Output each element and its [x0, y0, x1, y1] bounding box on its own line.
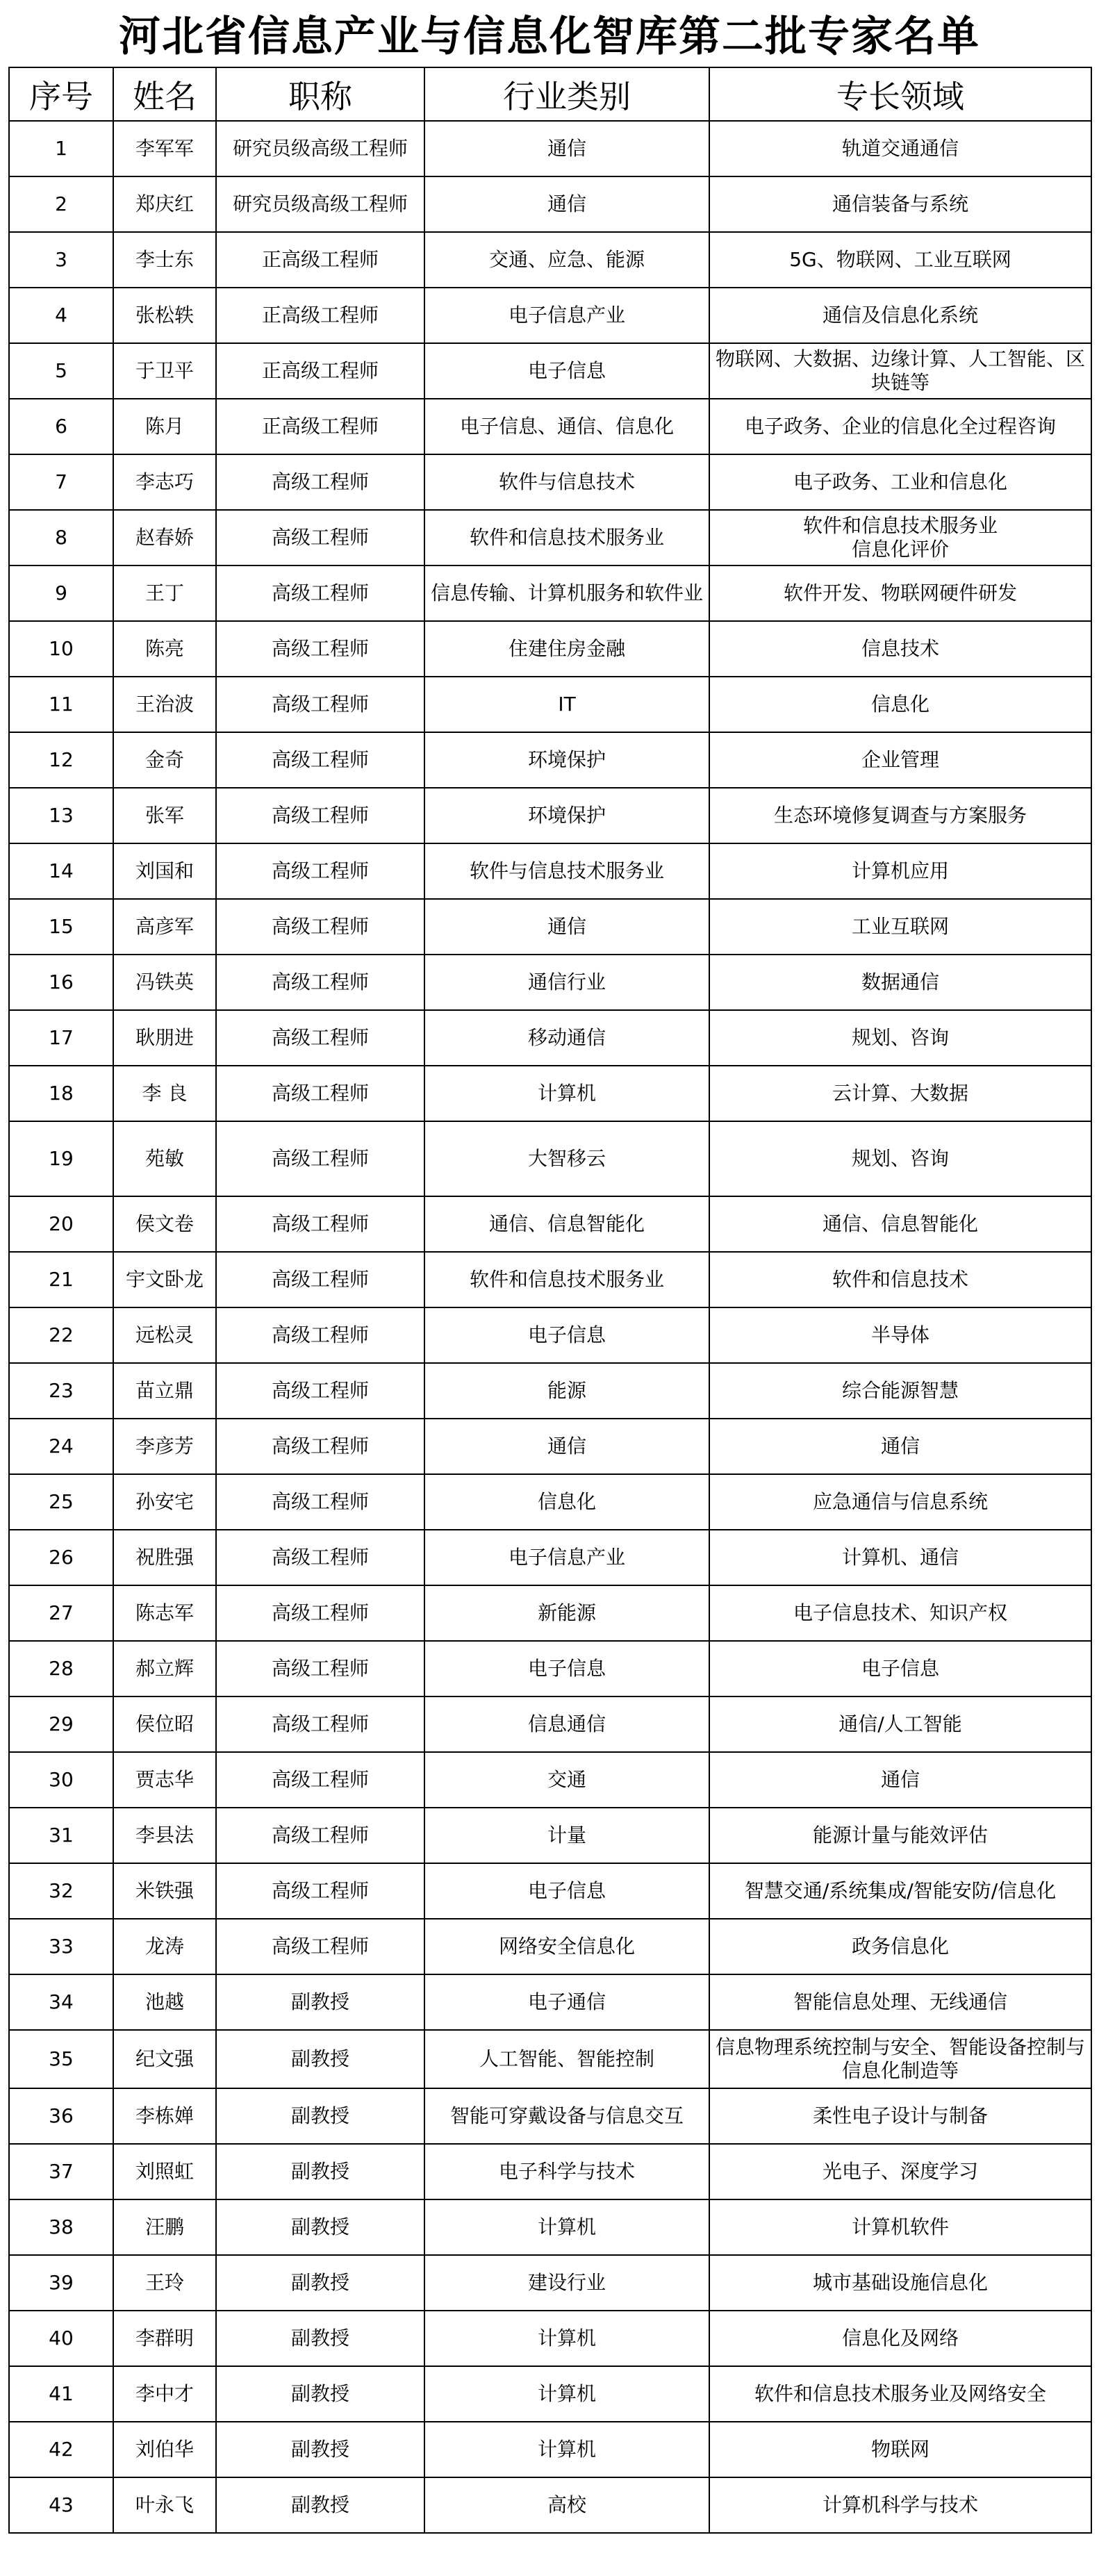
- cell-specialty: 工业互联网: [709, 899, 1091, 955]
- cell-name: 贾志华: [113, 1752, 216, 1808]
- cell-industry: 通信: [424, 176, 709, 232]
- table-row: [9, 1919, 1091, 1974]
- table-row: [9, 2030, 1091, 2088]
- cell-specialty: 计算机科学与技术: [709, 2477, 1091, 2533]
- table-row: [9, 1808, 1091, 1863]
- cell-title: 副教授: [216, 2088, 424, 2144]
- cell-title: 高级工程师: [216, 1696, 424, 1752]
- cell-title: 高级工程师: [216, 899, 424, 955]
- table-row: [9, 288, 1091, 343]
- cell-industry: 软件与信息技术服务业: [424, 843, 709, 899]
- cell-title: 高级工程师: [216, 454, 424, 510]
- cell-specialty: 通信及信息化系统: [709, 288, 1091, 343]
- table-row: [9, 955, 1091, 1010]
- cell-title: 高级工程师: [216, 1307, 424, 1363]
- cell-specialty: 信息化: [709, 677, 1091, 732]
- cell-specialty: 通信装备与系统: [709, 176, 1091, 232]
- cell-title: 正高级工程师: [216, 288, 424, 343]
- cell-industry: 软件和信息技术服务业: [424, 510, 709, 565]
- table-row: [9, 565, 1091, 621]
- cell-industry: 计算机: [424, 2366, 709, 2422]
- cell-no: 14: [9, 843, 113, 899]
- table-row: [9, 232, 1091, 288]
- cell-title: 高级工程师: [216, 1641, 424, 1696]
- cell-no: 40: [9, 2311, 113, 2366]
- cell-specialty: 智慧交通/系统集成/智能安防/信息化: [709, 1863, 1091, 1919]
- cell-name: 王玲: [113, 2255, 216, 2311]
- cell-title: 高级工程师: [216, 510, 424, 565]
- cell-no: 33: [9, 1919, 113, 1974]
- cell-name: 纪文强: [113, 2030, 216, 2088]
- cell-name: 苑敏: [113, 1121, 216, 1196]
- cell-specialty: 云计算、大数据: [709, 1066, 1091, 1121]
- cell-no: 19: [9, 1121, 113, 1196]
- cell-specialty: 信息物理系统控制与安全、智能设备控制与信息化制造等: [709, 2030, 1091, 2088]
- table-row: [9, 2088, 1091, 2144]
- cell-name: 远松灵: [113, 1307, 216, 1363]
- header-specialty: 专长领域: [709, 67, 1091, 121]
- cell-name: 李彦芳: [113, 1419, 216, 1474]
- cell-industry: 人工智能、智能控制: [424, 2030, 709, 2088]
- table-row: [9, 1863, 1091, 1919]
- cell-name: 李军军: [113, 121, 216, 176]
- cell-no: 3: [9, 232, 113, 288]
- cell-name: 陈月: [113, 399, 216, 454]
- cell-title: 副教授: [216, 2422, 424, 2477]
- cell-industry: 计算机: [424, 2311, 709, 2366]
- table-row: [9, 2199, 1091, 2255]
- cell-name: 汪鹏: [113, 2199, 216, 2255]
- cell-no: 25: [9, 1474, 113, 1530]
- cell-industry: 通信: [424, 899, 709, 955]
- cell-title: 正高级工程师: [216, 232, 424, 288]
- cell-no: 17: [9, 1010, 113, 1066]
- table-row: [9, 1363, 1091, 1419]
- cell-specialty: 电子政务、工业和信息化: [709, 454, 1091, 510]
- expert-table: [8, 67, 1092, 2534]
- cell-specialty: 电子信息: [709, 1641, 1091, 1696]
- cell-name: 王治波: [113, 677, 216, 732]
- cell-title: 高级工程师: [216, 1585, 424, 1641]
- cell-industry: 计算机: [424, 2422, 709, 2477]
- cell-no: 32: [9, 1863, 113, 1919]
- cell-title: 高级工程师: [216, 565, 424, 621]
- cell-specialty: 软件开发、物联网硬件研发: [709, 565, 1091, 621]
- table-row: [9, 2366, 1091, 2422]
- cell-name: 李栋婵: [113, 2088, 216, 2144]
- cell-title: 高级工程师: [216, 1474, 424, 1530]
- cell-no: 24: [9, 1419, 113, 1474]
- cell-name: 冯铁英: [113, 955, 216, 1010]
- cell-name: 金奇: [113, 732, 216, 788]
- cell-no: 36: [9, 2088, 113, 2144]
- cell-specialty: 计算机、通信: [709, 1530, 1091, 1585]
- cell-specialty: 城市基础设施信息化: [709, 2255, 1091, 2311]
- cell-title: 高级工程师: [216, 732, 424, 788]
- cell-no: 22: [9, 1307, 113, 1363]
- cell-industry: 电子信息: [424, 343, 709, 399]
- table-row: [9, 621, 1091, 677]
- cell-specialty: 软件和信息技术服务业及网络安全: [709, 2366, 1091, 2422]
- table-row: [9, 343, 1091, 399]
- cell-name: 李 良: [113, 1066, 216, 1121]
- table-row: [9, 1974, 1091, 2030]
- cell-industry: 新能源: [424, 1585, 709, 1641]
- cell-name: 李志巧: [113, 454, 216, 510]
- cell-industry: 电子通信: [424, 1974, 709, 2030]
- cell-no: 31: [9, 1808, 113, 1863]
- cell-no: 23: [9, 1363, 113, 1419]
- cell-specialty: 通信: [709, 1752, 1091, 1808]
- table-row: [9, 843, 1091, 899]
- cell-no: 38: [9, 2199, 113, 2255]
- cell-name: 李县法: [113, 1808, 216, 1863]
- cell-name: 郝立辉: [113, 1641, 216, 1696]
- table-row: [9, 732, 1091, 788]
- cell-industry: 通信行业: [424, 955, 709, 1010]
- cell-title: 高级工程师: [216, 1066, 424, 1121]
- cell-no: 30: [9, 1752, 113, 1808]
- cell-no: 35: [9, 2030, 113, 2088]
- cell-name: 孙安宅: [113, 1474, 216, 1530]
- cell-specialty: 能源计量与能效评估: [709, 1808, 1091, 1863]
- cell-name: 宇文卧龙: [113, 1252, 216, 1307]
- cell-no: 29: [9, 1696, 113, 1752]
- cell-name: 刘国和: [113, 843, 216, 899]
- cell-no: 28: [9, 1641, 113, 1696]
- cell-industry: 电子信息: [424, 1641, 709, 1696]
- cell-specialty: 智能信息处理、无线通信: [709, 1974, 1091, 2030]
- cell-industry: 电子信息产业: [424, 288, 709, 343]
- cell-no: 5: [9, 343, 113, 399]
- cell-title: 高级工程师: [216, 1808, 424, 1863]
- cell-no: 10: [9, 621, 113, 677]
- cell-industry: IT: [424, 677, 709, 732]
- cell-no: 11: [9, 677, 113, 732]
- cell-industry: 通信: [424, 121, 709, 176]
- cell-no: 21: [9, 1252, 113, 1307]
- cell-name: 于卫平: [113, 343, 216, 399]
- cell-name: 叶永飞: [113, 2477, 216, 2533]
- cell-specialty: 通信/人工智能: [709, 1696, 1091, 1752]
- cell-industry: 计算机: [424, 2199, 709, 2255]
- cell-title: 高级工程师: [216, 955, 424, 1010]
- cell-title: 高级工程师: [216, 1363, 424, 1419]
- cell-name: 刘伯华: [113, 2422, 216, 2477]
- cell-name: 侯文卷: [113, 1196, 216, 1252]
- cell-title: 副教授: [216, 1974, 424, 2030]
- cell-specialty: 规划、咨询: [709, 1121, 1091, 1196]
- cell-name: 王丁: [113, 565, 216, 621]
- table-row: [9, 1585, 1091, 1641]
- table-row: [9, 1419, 1091, 1474]
- cell-title: 高级工程师: [216, 1252, 424, 1307]
- cell-title: 高级工程师: [216, 621, 424, 677]
- cell-name: 李中才: [113, 2366, 216, 2422]
- header-name: 姓名: [113, 67, 216, 121]
- cell-name: 苗立鼎: [113, 1363, 216, 1419]
- cell-specialty: 信息化及网络: [709, 2311, 1091, 2366]
- cell-no: 41: [9, 2366, 113, 2422]
- table-row: [9, 1121, 1091, 1196]
- cell-title: 高级工程师: [216, 1010, 424, 1066]
- cell-specialty: 应急通信与信息系统: [709, 1474, 1091, 1530]
- cell-no: 27: [9, 1585, 113, 1641]
- cell-title: 高级工程师: [216, 1419, 424, 1474]
- cell-industry: 计量: [424, 1808, 709, 1863]
- cell-industry: 信息通信: [424, 1696, 709, 1752]
- cell-industry: 信息化: [424, 1474, 709, 1530]
- header-row: [9, 67, 1091, 121]
- table-row: [9, 454, 1091, 510]
- cell-industry: 计算机: [424, 1066, 709, 1121]
- cell-title: 高级工程师: [216, 1530, 424, 1585]
- cell-title: 副教授: [216, 2199, 424, 2255]
- cell-title: 研究员级高级工程师: [216, 121, 424, 176]
- cell-no: 37: [9, 2144, 113, 2199]
- table-row: [9, 121, 1091, 176]
- cell-industry: 软件和信息技术服务业: [424, 1252, 709, 1307]
- cell-no: 9: [9, 565, 113, 621]
- cell-title: 高级工程师: [216, 788, 424, 843]
- cell-industry: 大智移云: [424, 1121, 709, 1196]
- cell-title: 高级工程师: [216, 1752, 424, 1808]
- cell-industry: 电子信息、通信、信息化: [424, 399, 709, 454]
- cell-name: 侯位昭: [113, 1696, 216, 1752]
- cell-name: 陈亮: [113, 621, 216, 677]
- cell-no: 8: [9, 510, 113, 565]
- table-row: [9, 2255, 1091, 2311]
- cell-name: 祝胜强: [113, 1530, 216, 1585]
- cell-name: 赵春娇: [113, 510, 216, 565]
- cell-name: 米铁强: [113, 1863, 216, 1919]
- table-row: [9, 1752, 1091, 1808]
- cell-industry: 交通、应急、能源: [424, 232, 709, 288]
- cell-no: 13: [9, 788, 113, 843]
- cell-no: 26: [9, 1530, 113, 1585]
- cell-specialty: 规划、咨询: [709, 1010, 1091, 1066]
- cell-specialty: 计算机软件: [709, 2199, 1091, 2255]
- table-row: [9, 1474, 1091, 1530]
- table-row: [9, 677, 1091, 732]
- cell-no: 20: [9, 1196, 113, 1252]
- cell-specialty: 软件和信息技术服务业 信息化评价: [709, 510, 1091, 565]
- cell-industry: 通信、信息智能化: [424, 1196, 709, 1252]
- cell-specialty: 柔性电子设计与制备: [709, 2088, 1091, 2144]
- cell-industry: 交通: [424, 1752, 709, 1808]
- cell-title: 正高级工程师: [216, 399, 424, 454]
- table-body: [9, 121, 1091, 2533]
- cell-industry: 网络安全信息化: [424, 1919, 709, 1974]
- cell-specialty: 综合能源智慧: [709, 1363, 1091, 1419]
- cell-name: 高彦军: [113, 899, 216, 955]
- cell-specialty: 半导体: [709, 1307, 1091, 1363]
- cell-industry: 信息传输、计算机服务和软件业: [424, 565, 709, 621]
- cell-title: 高级工程师: [216, 1121, 424, 1196]
- cell-specialty: 政务信息化: [709, 1919, 1091, 1974]
- cell-name: 池越: [113, 1974, 216, 2030]
- cell-industry: 移动通信: [424, 1010, 709, 1066]
- cell-specialty: 电子政务、企业的信息化全过程咨询: [709, 399, 1091, 454]
- cell-name: 张松轶: [113, 288, 216, 343]
- table-row: [9, 1010, 1091, 1066]
- cell-no: 16: [9, 955, 113, 1010]
- cell-industry: 住建住房金融: [424, 621, 709, 677]
- table-row: [9, 1696, 1091, 1752]
- cell-specialty: 光电子、深度学习: [709, 2144, 1091, 2199]
- cell-name: 刘照虹: [113, 2144, 216, 2199]
- cell-specialty: 通信: [709, 1419, 1091, 1474]
- cell-specialty: 电子信息技术、知识产权: [709, 1585, 1091, 1641]
- cell-name: 张军: [113, 788, 216, 843]
- cell-title: 高级工程师: [216, 1196, 424, 1252]
- table-row: [9, 1530, 1091, 1585]
- cell-name: 陈志军: [113, 1585, 216, 1641]
- cell-title: 正高级工程师: [216, 343, 424, 399]
- cell-industry: 电子信息: [424, 1863, 709, 1919]
- cell-industry: 智能可穿戴设备与信息交互: [424, 2088, 709, 2144]
- cell-specialty: 企业管理: [709, 732, 1091, 788]
- page-title: 河北省信息产业与信息化智库第二批专家名单: [119, 13, 980, 61]
- table-row: [9, 2311, 1091, 2366]
- cell-no: 42: [9, 2422, 113, 2477]
- table-row: [9, 1196, 1091, 1252]
- cell-no: 15: [9, 899, 113, 955]
- cell-specialty: 生态环境修复调查与方案服务: [709, 788, 1091, 843]
- cell-name: 耿朋进: [113, 1010, 216, 1066]
- cell-title: 副教授: [216, 2030, 424, 2088]
- table-row: [9, 399, 1091, 454]
- cell-no: 43: [9, 2477, 113, 2533]
- cell-industry: 环境保护: [424, 788, 709, 843]
- cell-industry: 能源: [424, 1363, 709, 1419]
- table-row: [9, 2477, 1091, 2533]
- table-row: [9, 2144, 1091, 2199]
- cell-no: 18: [9, 1066, 113, 1121]
- cell-specialty: 5G、物联网、工业互联网: [709, 232, 1091, 288]
- cell-title: 研究员级高级工程师: [216, 176, 424, 232]
- cell-no: 4: [9, 288, 113, 343]
- cell-industry: 电子信息: [424, 1307, 709, 1363]
- cell-title: 高级工程师: [216, 1919, 424, 1974]
- header-no: 序号: [9, 67, 113, 121]
- cell-title: 副教授: [216, 2477, 424, 2533]
- cell-title: 高级工程师: [216, 1863, 424, 1919]
- cell-title: 副教授: [216, 2366, 424, 2422]
- cell-no: 12: [9, 732, 113, 788]
- cell-no: 2: [9, 176, 113, 232]
- cell-specialty: 通信、信息智能化: [709, 1196, 1091, 1252]
- table-row: [9, 899, 1091, 955]
- cell-industry: 建设行业: [424, 2255, 709, 2311]
- cell-name: 李群明: [113, 2311, 216, 2366]
- cell-industry: 环境保护: [424, 732, 709, 788]
- cell-specialty: 数据通信: [709, 955, 1091, 1010]
- table-row: [9, 1252, 1091, 1307]
- cell-specialty: 信息技术: [709, 621, 1091, 677]
- cell-name: 龙涛: [113, 1919, 216, 1974]
- table-row: [9, 1641, 1091, 1696]
- cell-no: 1: [9, 121, 113, 176]
- header-title: 职称: [216, 67, 424, 121]
- table-row: [9, 510, 1091, 565]
- cell-name: 郑庆红: [113, 176, 216, 232]
- cell-specialty: 计算机应用: [709, 843, 1091, 899]
- cell-no: 39: [9, 2255, 113, 2311]
- cell-industry: 电子科学与技术: [424, 2144, 709, 2199]
- cell-no: 6: [9, 399, 113, 454]
- cell-specialty: 物联网、大数据、边缘计算、人工智能、区块链等: [709, 343, 1091, 399]
- cell-industry: 电子信息产业: [424, 1530, 709, 1585]
- table-row: [9, 1307, 1091, 1363]
- table-row: [9, 2422, 1091, 2477]
- cell-specialty: 轨道交通通信: [709, 121, 1091, 176]
- cell-industry: 通信: [424, 1419, 709, 1474]
- cell-title: 副教授: [216, 2311, 424, 2366]
- cell-title: 高级工程师: [216, 677, 424, 732]
- cell-industry: 高校: [424, 2477, 709, 2533]
- table-row: [9, 176, 1091, 232]
- cell-no: 7: [9, 454, 113, 510]
- cell-title: 高级工程师: [216, 843, 424, 899]
- cell-title: 副教授: [216, 2255, 424, 2311]
- cell-title: 副教授: [216, 2144, 424, 2199]
- header-industry: 行业类别: [424, 67, 709, 121]
- table-row: [9, 788, 1091, 843]
- cell-specialty: 软件和信息技术: [709, 1252, 1091, 1307]
- cell-industry: 软件与信息技术: [424, 454, 709, 510]
- table-row: [9, 1066, 1091, 1121]
- cell-specialty: 物联网: [709, 2422, 1091, 2477]
- cell-name: 李士东: [113, 232, 216, 288]
- cell-no: 34: [9, 1974, 113, 2030]
